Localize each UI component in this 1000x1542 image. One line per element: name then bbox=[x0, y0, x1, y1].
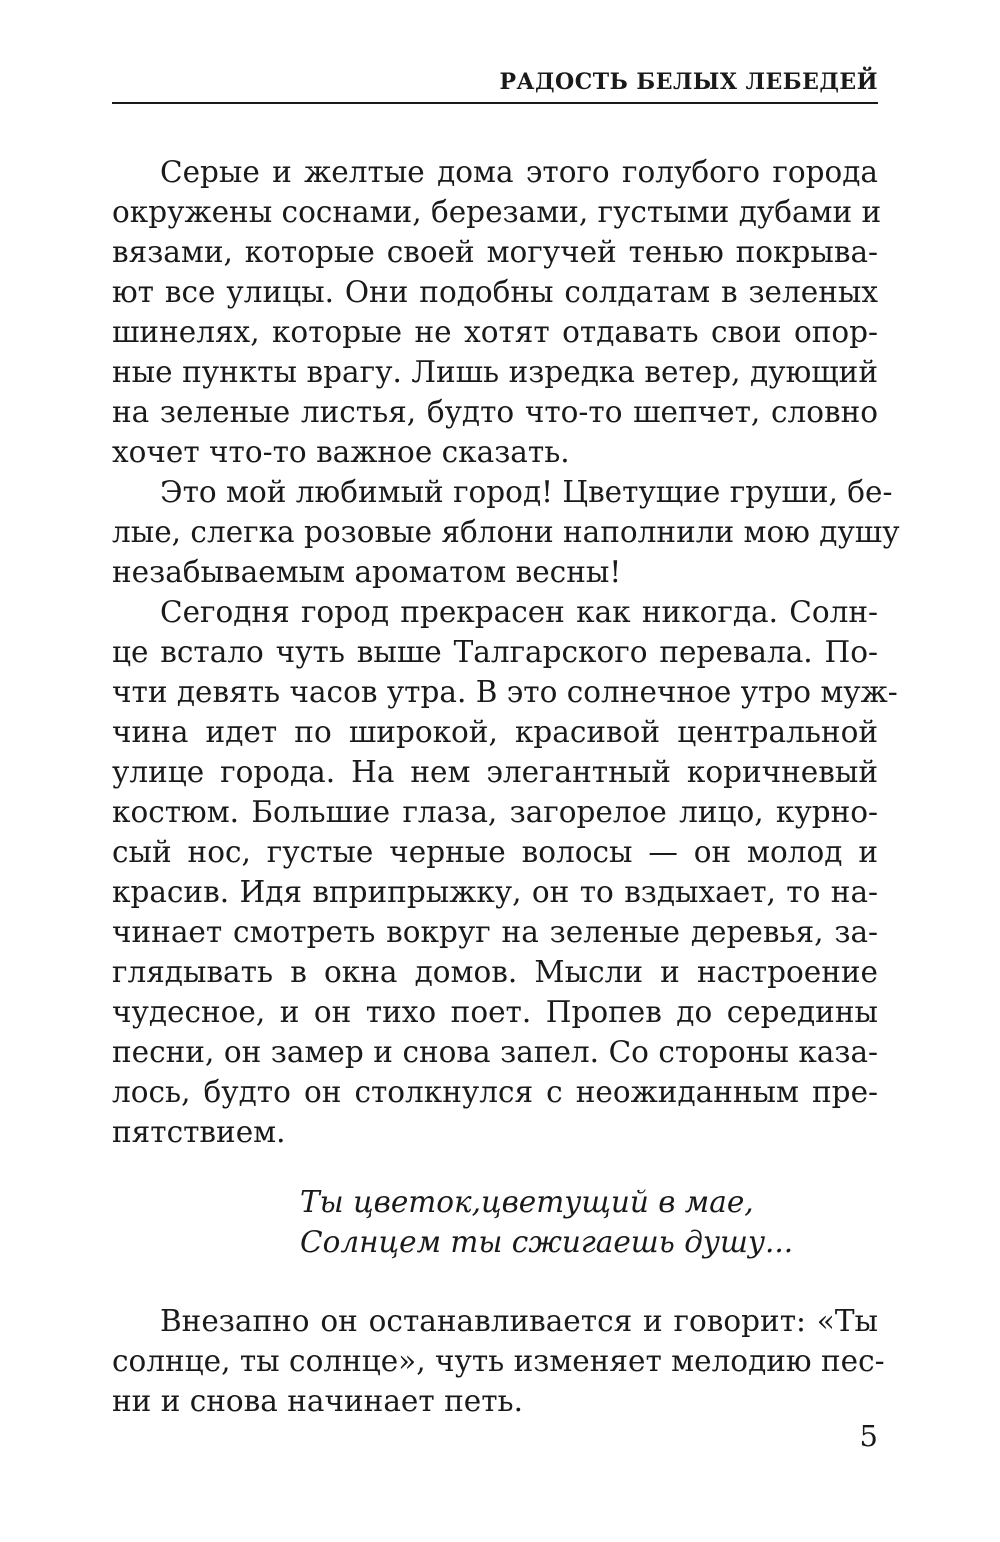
running-title: РАДОСТЬ БЕЛЫХ ЛЕБЕДЕЙ bbox=[499, 69, 878, 95]
text-line: песни, он замер и снова запел. Со стороны каза- bbox=[112, 1035, 878, 1069]
text-line: сый нос, густые черные волосы — он молод и bbox=[112, 835, 878, 869]
paragraph-4 bbox=[112, 1301, 885, 1421]
text-line: красив. Идя вприпрыжку, он то вздыхает, то на- bbox=[112, 875, 878, 909]
paragraph-1 bbox=[112, 152, 882, 472]
text-line: Это мой любимый город! Цветущие груши, бе- bbox=[160, 475, 893, 509]
text-line: окружены соснами, березами, густыми дубами и bbox=[112, 195, 882, 229]
text-line: ют все улицы. Они подобны солдатам в зеленых bbox=[112, 275, 878, 309]
poem-stanza bbox=[300, 1182, 860, 1262]
text-line: чудесное, и он тихо поет. Пропев до середины bbox=[112, 995, 878, 1029]
paragraph-2 bbox=[112, 472, 900, 592]
text-line: пятствием. bbox=[112, 1115, 286, 1149]
text-line: хочет что-то важное сказать. bbox=[112, 435, 570, 469]
text-line: костюм. Большие глаза, загорелое лицо, курно- bbox=[112, 795, 878, 829]
text-line: чинает смотреть вокруг на зеленые деревья, за- bbox=[112, 915, 878, 949]
text-line: Сегодня город прекрасен как никогда. Солн- bbox=[160, 595, 878, 629]
text-line: лые, слегка розовые яблони наполнили мою душу bbox=[112, 515, 900, 549]
text-line: ные пункты врагу. Лишь изредка ветер, дующий bbox=[112, 355, 878, 389]
running-header bbox=[112, 66, 878, 104]
poem-line: Ты цветок,цветущий в мае, bbox=[300, 1185, 754, 1219]
text-line: незабываемым ароматом весны! bbox=[112, 555, 622, 589]
poem-line: Солнцем ты сжигаешь душу... bbox=[300, 1225, 794, 1259]
text-line: Серые и желтые дома этого голубого города bbox=[160, 155, 878, 189]
page-number: 5 bbox=[859, 1419, 878, 1453]
text-line: улице города. На нем элегантный коричневый bbox=[112, 755, 878, 789]
text-line: вязами, которые своей могучей тенью покрыва- bbox=[112, 235, 878, 269]
text-line: чина идет по широкой, красивой центральной bbox=[112, 715, 878, 749]
text-line: Внезапно он останавливается и говорит: «Ты bbox=[160, 1304, 878, 1338]
paragraph-3 bbox=[112, 592, 898, 1152]
text-line: чти девять часов утра. В это солнечное утро муж- bbox=[112, 675, 898, 709]
text-line: на зеленые листья, будто что-то шепчет, словно bbox=[112, 395, 878, 429]
text-line: це встало чуть выше Талгарского перевала. По- bbox=[112, 635, 878, 669]
text-line: глядывать в окна домов. Мысли и настроение bbox=[112, 955, 878, 989]
text-line: шинелях, которые не хотят отдавать свои опор- bbox=[112, 315, 878, 349]
text-line: лось, будто он столкнулся с неожиданным пре- bbox=[112, 1075, 878, 1109]
text-line: ни и снова начинает петь. bbox=[112, 1384, 523, 1418]
text-line: солнце, ты солнце», чуть изменяет мелодию пес- bbox=[112, 1344, 885, 1378]
